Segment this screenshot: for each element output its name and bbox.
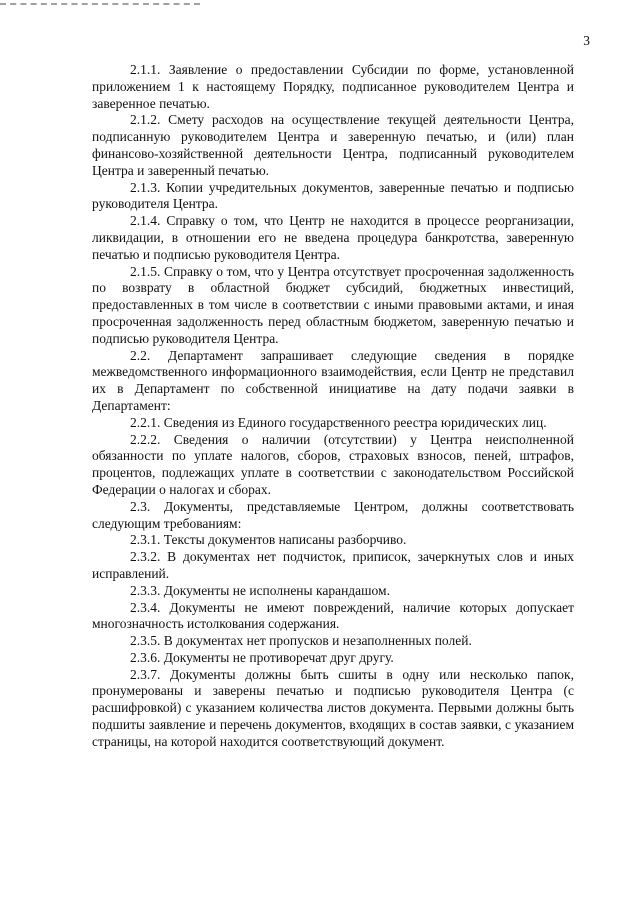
document-body <box>92 62 574 751</box>
paragraph-2-1-3: 2.1.3. Копии учредительных документов, заверенные печатью и подписью руководителя Центра. <box>92 179 574 212</box>
paragraph-2-3-2: 2.3.2. В документах нет подчисток, приписок, зачеркнутых слов и иных исправлений. <box>92 549 574 581</box>
paragraph-2-3-5: 2.3.5. В документах нет пропусков и незаполненных полей. <box>130 633 472 649</box>
scan-edge-mark <box>0 3 200 7</box>
paragraph-2-3-4: 2.3.4. Документы не имеют повреждений, наличие которых допускает многозначность истолкования содержания. <box>92 599 574 632</box>
paragraph-2-3-1: 2.3.1. Тексты документов написаны разборчиво. <box>130 532 407 548</box>
paragraph-2-2-1: 2.2.1. Сведения из Единого государственного реестра юридических лиц. <box>130 414 547 430</box>
paragraph-2-3-3: 2.3.3. Документы не исполнены карандашом. <box>130 582 390 598</box>
paragraph-2-1-2: 2.1.2. Смету расходов на осуществление текущей деятельности Центра, подписанную руководителем Центра и заверенную печатью, и (или) план финансово-хозяйственной деятельности Центра, подписанный руководителем Центра и заверенный печатью. <box>92 112 574 178</box>
page-number: 3 <box>583 33 590 48</box>
paragraph-2-2-2: 2.2.2. Сведения о наличии (отсутствии) у Центра неисполненной обязанности по уплате налогов, сборов, страховых взносов, пеней, штрафов, процентов, подлежащих уплате в соответствии с законодательством Российской Федерации о налогах и сборах. <box>92 431 574 497</box>
paragraph-2-3: 2.3. Документы, представляемые Центром, должны соответствовать следующим требованиям: <box>92 498 574 531</box>
paragraph-2-1-5: 2.1.5. Справку о том, что у Центра отсутствует просроченная задолженность по возврату в областной бюджет субсидий, бюджетных инвестиций, предоставленных в том числе в соответствии с иными правовыми актами, и иная просроченная задолженность перед областным бюджетом, заверенную печатью и подписью руководителя Центра. <box>92 263 574 346</box>
paragraph-2-1-1: 2.1.1. Заявление о предоставлении Субсидии по форме, установленной приложением 1 к настоящему Порядку, подписанное руководителем Центра и заверенное печатью. <box>92 62 574 111</box>
paragraph-2-3-7: 2.3.7. Документы должны быть сшиты в одну или несколько папок, пронумерованы и заверены печатью и подписью руководителя Центра (с расшифровкой) с указанием количества листов документа. Первыми должны быть подшиты заявление и перечень документов, входящих в состав заявки, с указанием страницы, на которой находится соответствующий документ. <box>92 666 574 749</box>
paragraph-2-2: 2.2. Департамент запрашивает следующие сведения в порядке межведомственного информационного взаимодействия, если Центр не представил их в Департамент по собственной инициативе на дату подачи заявки в Департамент: <box>92 347 574 413</box>
paragraph-2-3-6: 2.3.6. Документы не противоречат друг другу. <box>130 649 394 665</box>
paragraph-2-1-4: 2.1.4. Справку о том, что Центр не находится в процессе реорганизации, ликвидации, в отношении его не введена процедура банкротства, заверенную печатью и подписью руководителя Центра. <box>92 213 574 262</box>
